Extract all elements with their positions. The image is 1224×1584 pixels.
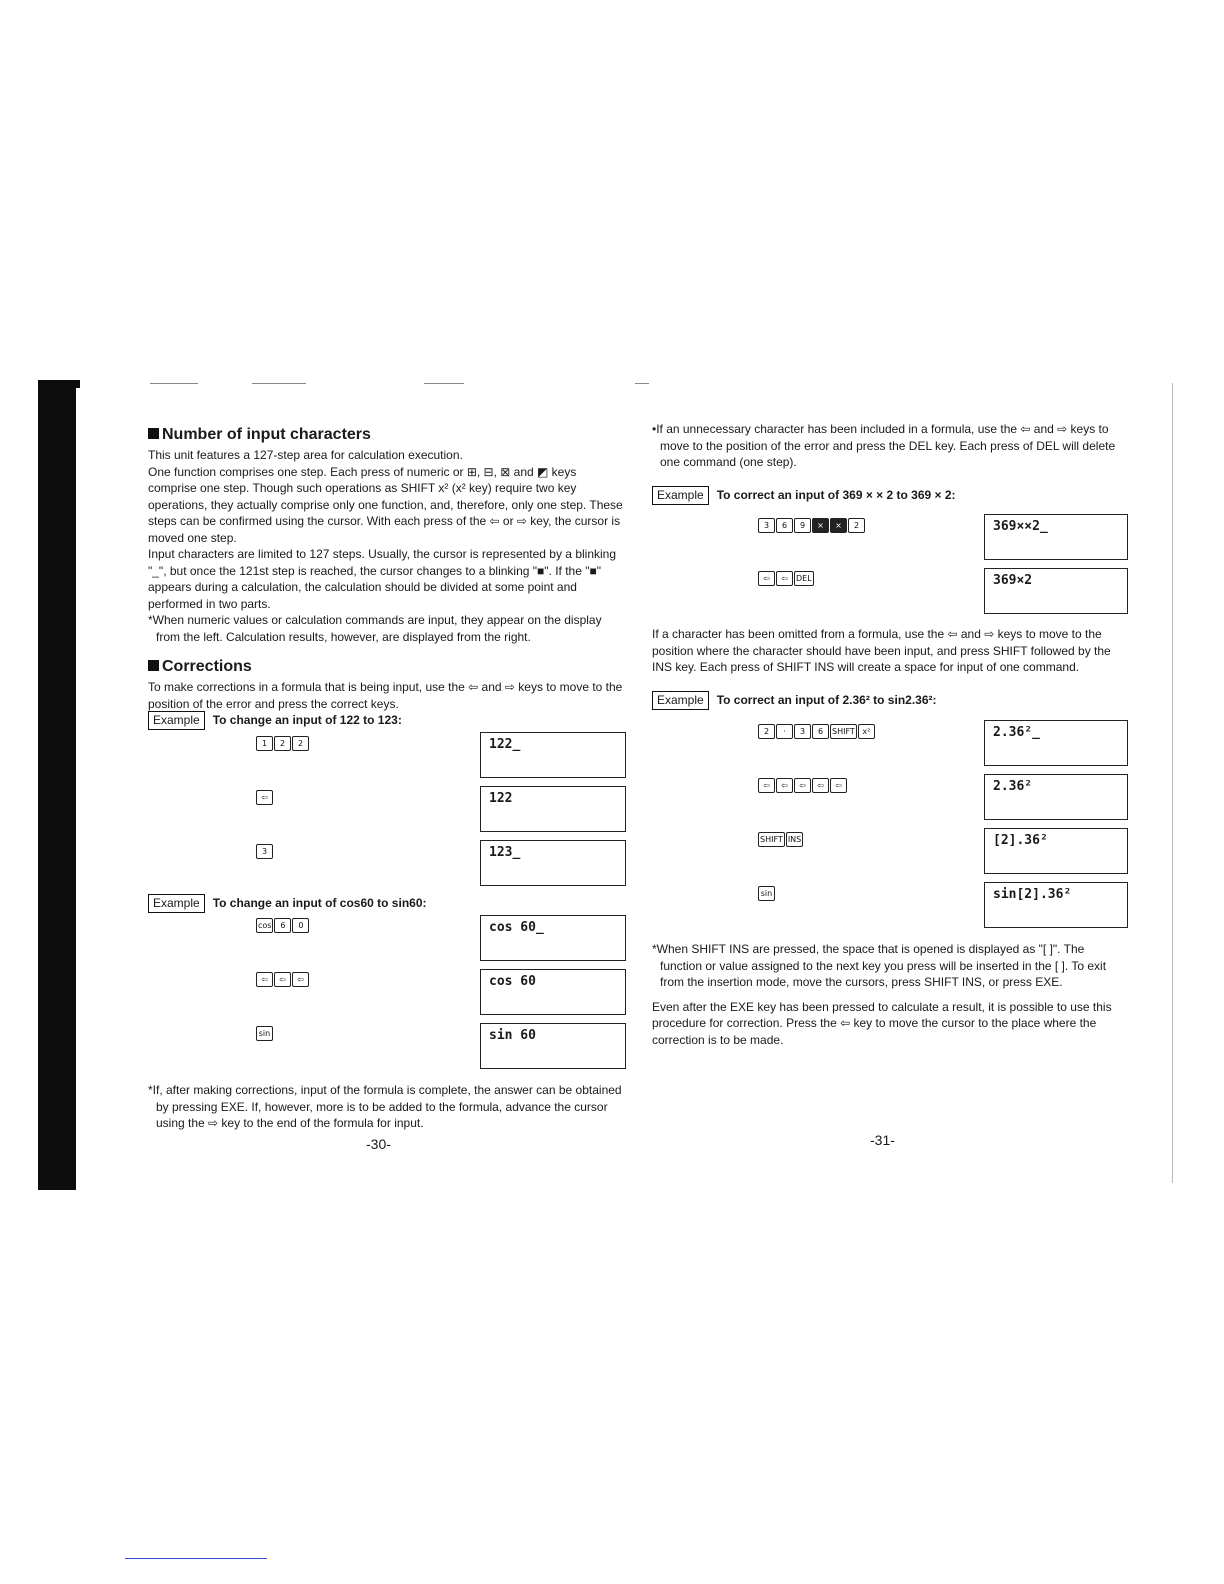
example-text: To change an input of cos60 to sin60: xyxy=(212,896,427,910)
key-6: 6 xyxy=(776,518,793,533)
left-arrow-key: ⇦ xyxy=(776,571,793,586)
left-arrow-key: ⇦ xyxy=(274,972,291,987)
cos-key: cos xyxy=(256,918,273,933)
note: *If, after making corrections, input of the formula is complete, the answer can be obtained by pressing EXE. If, however, more is to be added to the formula, advance the cursor using the ⇨ key to the end of the formula for input. xyxy=(148,1083,622,1130)
example-text: To correct an input of 369 × × 2 to 369 × 2: xyxy=(716,488,956,502)
lcd-display: 122 xyxy=(480,786,626,832)
decimal-point-key: · xyxy=(776,724,793,739)
paragraph: This unit features a 127-step area for calculation execution. xyxy=(148,448,463,462)
key-3: 3 xyxy=(794,724,811,739)
example-2-heading xyxy=(148,893,427,913)
lcd-display: [2].36² xyxy=(984,828,1128,874)
key-sequence xyxy=(256,1026,273,1041)
paragraph: Input characters are limited to 127 steps. Usually, the cursor is represented by a blinking "_", but once the 121st step is reached, the cursor changes to a blinking "■". If the "■" appears during a calculation, the calculation should be divided at some point and performed in two parts. xyxy=(148,547,617,611)
example-text: To change an input of 122 to 123: xyxy=(212,713,402,727)
key-6: 6 xyxy=(274,918,291,933)
scan-line xyxy=(635,383,649,384)
lcd-display: sin[2].36² xyxy=(984,882,1128,928)
lcd-display: 369×2 xyxy=(984,568,1128,614)
key-sequence xyxy=(256,918,309,933)
paragraph: To make corrections in a formula that is being input, use the ⇦ and ⇨ keys to move to the position of the error and press the correct keys. xyxy=(148,680,623,711)
key-sequence xyxy=(256,790,273,805)
right-notes xyxy=(652,941,1128,1048)
left-arrow-key: ⇦ xyxy=(830,778,847,793)
left-arrow-key: ⇦ xyxy=(776,778,793,793)
left-arrow-key: ⇦ xyxy=(794,778,811,793)
key-sequence xyxy=(758,518,865,533)
note: *When numeric values or calculation commands are input, they appear on the display from the left. Calculation results, however, are displayed from the right. xyxy=(148,613,602,644)
lcd-display: sin 60 xyxy=(480,1023,626,1069)
scan-line xyxy=(424,383,464,384)
example-tag: Example xyxy=(652,691,709,710)
key-sequence xyxy=(256,972,309,987)
left-arrow-key: ⇦ xyxy=(292,972,309,987)
key-sequence xyxy=(256,844,273,859)
paragraph: •If an unnecessary character has been included in a formula, use the ⇦ and ⇨ keys to move to the position of the error and press the DEL key. Each press of DEL will delete one command (one step). xyxy=(652,422,1116,469)
example-1-heading xyxy=(148,710,402,730)
left-arrow-key: ⇦ xyxy=(256,790,273,805)
example-tag: Example xyxy=(652,486,709,505)
square-bullet-icon xyxy=(148,660,159,671)
key-sequence xyxy=(758,832,803,847)
key-6: 6 xyxy=(812,724,829,739)
multiply-key: × xyxy=(830,518,847,533)
key-1: 1 xyxy=(256,736,273,751)
left-arrow-key: ⇦ xyxy=(812,778,829,793)
multiply-key: × xyxy=(812,518,829,533)
heading-number-of-input: Number of input characters xyxy=(148,425,626,445)
lcd-display: 2.36² xyxy=(984,774,1128,820)
sin-key: sin xyxy=(256,1026,273,1041)
lcd-display: 2.36²_ xyxy=(984,720,1128,766)
key-2: 2 xyxy=(848,518,865,533)
ins-key: INS xyxy=(786,832,803,847)
shift-key: SHIFT xyxy=(758,832,785,847)
paragraph: If a character has been omitted from a formula, use the ⇦ and ⇨ keys to move to the position where the character should have been input, and press SHIFT followed by the INS key. Each press of SHIFT INS will create a space for input of one command. xyxy=(652,627,1111,674)
lcd-display: 123_ xyxy=(480,840,626,886)
example-4-heading xyxy=(652,690,937,710)
square-bullet-icon xyxy=(148,428,159,439)
key-2: 2 xyxy=(292,736,309,751)
sin-key: sin xyxy=(758,886,775,901)
right-page xyxy=(652,421,1128,471)
page-number: -31- xyxy=(870,1132,895,1148)
paragraph: One function comprises one step. Each press of numeric or ⊞, ⊟, ⊠ and ◩ keys comprise one step. Though such operations as SHIFT x² (x² key) require two key operations, they actually comprise only one function, and, therefore, only one step. These steps can be confirmed using the cursor. With each press of the ⇦ or ⇨ key, the cursor is moved one step. xyxy=(148,464,623,545)
heading-corrections: Corrections xyxy=(148,657,626,677)
key-sequence xyxy=(256,736,309,751)
left-arrow-key: ⇦ xyxy=(256,972,273,987)
key-0: 0 xyxy=(292,918,309,933)
footer-rule xyxy=(125,1558,267,1559)
example-tag: Example xyxy=(148,711,205,730)
lcd-display: cos 60_ xyxy=(480,915,626,961)
square-key: x² xyxy=(858,724,875,739)
example-tag: Example xyxy=(148,894,205,913)
example-text: To correct an input of 2.36² to sin2.36²: xyxy=(716,693,937,707)
lcd-display: 369××2_ xyxy=(984,514,1128,560)
key-3: 3 xyxy=(256,844,273,859)
scan-line xyxy=(150,383,198,384)
example-3-heading xyxy=(652,485,956,505)
key-sequence xyxy=(758,886,775,901)
key-2: 2 xyxy=(758,724,775,739)
left-arrow-key: ⇦ xyxy=(758,571,775,586)
key-9: 9 xyxy=(794,518,811,533)
del-key: DEL xyxy=(794,571,814,586)
key-2: 2 xyxy=(274,736,291,751)
lcd-display: 122_ xyxy=(480,732,626,778)
key-sequence xyxy=(758,724,875,739)
note: *When SHIFT INS are pressed, the space that is opened is displayed as "[ ]". The function or value assigned to the next key you press will be inserted in the [ ]. To exit from the insertion mode, move the cursors, press SHIFT INS, or press EXE. xyxy=(652,942,1107,989)
paragraph: Even after the EXE key has been pressed to calculate a result, it is possible to use this procedure for correction. Press the ⇦ key to move the cursor to the place where the correction is to be made. xyxy=(652,999,1112,1047)
scan-line xyxy=(252,383,306,384)
lcd-display: cos 60 xyxy=(480,969,626,1015)
left-page xyxy=(148,425,626,712)
scan-line xyxy=(1172,383,1173,1183)
left-arrow-key: ⇦ xyxy=(758,778,775,793)
key-sequence xyxy=(758,778,847,793)
right-paragraph-2 xyxy=(652,626,1128,676)
key-3: 3 xyxy=(758,518,775,533)
shift-key: SHIFT xyxy=(830,724,857,739)
left-footnote xyxy=(148,1082,626,1132)
key-sequence xyxy=(758,571,814,586)
binding-edge xyxy=(38,380,76,1190)
page-number: -30- xyxy=(366,1136,391,1152)
